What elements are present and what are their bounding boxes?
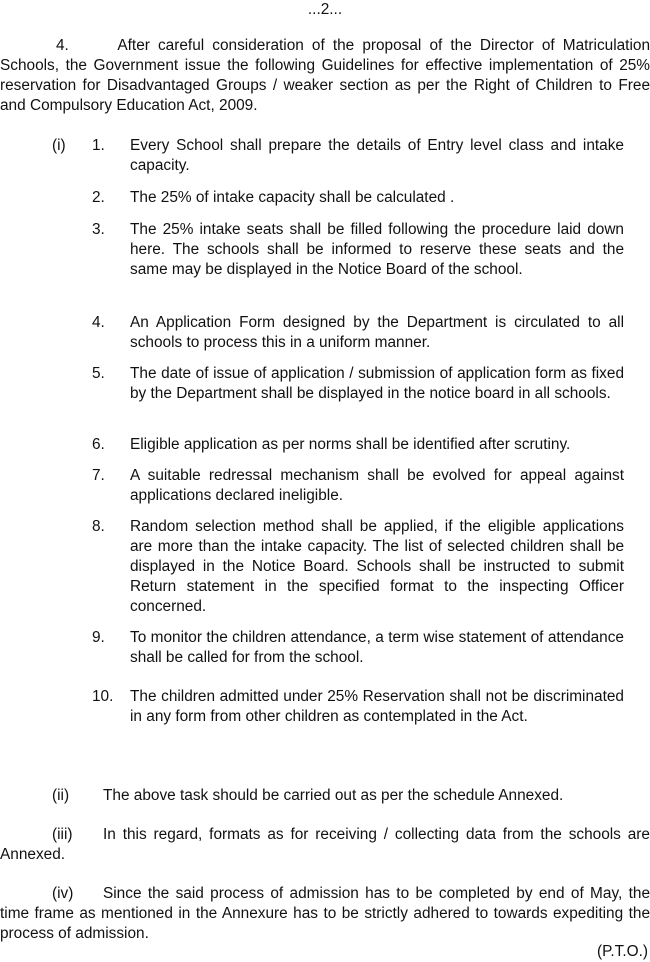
section-iii-text: In this regard, formats as for receiving / collecting data from the schools are Annexed.: [0, 826, 650, 863]
item-text: Random selection method shall be applied, if the eligible applications are more than the intake capacity. The list of selected children shall be displayed in the Notice Board. Schools shall be instructed to submit Return statement in the specified format to the inspecting Officer concerned.: [130, 518, 624, 615]
item-number: 1.: [92, 137, 105, 154]
page-number: ...2...: [307, 1, 343, 18]
item-number: 4.: [92, 314, 105, 331]
section-iv-label: (iv): [52, 885, 74, 902]
item-text: The children admitted under 25% Reservation shall not be discriminated in any form from other children as contemplated in the Act.: [130, 688, 624, 725]
section-ii-label: (ii): [52, 787, 70, 804]
item-text: An Application Form designed by the Department is circulated to all schools to process this in a uniform manner.: [130, 314, 624, 351]
item-number: 2.: [92, 189, 105, 206]
item-text: Eligible application as per norms shall be identified after scrutiny.: [130, 436, 571, 453]
item-number: 5.: [92, 365, 105, 382]
section-iv-text: Since the said process of admission has to be completed by end of May, the time frame as mentioned in the Annexure has to be strictly adhered to towards expediting the process of admission.: [0, 885, 650, 942]
section-ii-text: The above task should be carried out as per the schedule Annexed.: [103, 787, 564, 804]
section-iii-label: (iii): [52, 826, 73, 843]
item-number: 6.: [92, 436, 105, 453]
item-text: Every School shall prepare the details of Entry level class and intake capacity.: [130, 137, 624, 174]
item-text: A suitable redressal mechanism shall be evolved for appeal against applications declared ineligible.: [130, 467, 624, 504]
section-iii: [0, 825, 650, 865]
intro-paragraph: [0, 36, 650, 116]
item-text: To monitor the children attendance, a term wise statement of attendance shall be called for from the school.: [130, 629, 624, 666]
intro-number: 4.: [56, 37, 69, 54]
section-iv: [0, 884, 650, 944]
item-number: 8.: [92, 518, 105, 535]
item-number: 10.: [92, 688, 114, 705]
intro-text: After careful consideration of the proposal of the Director of Matriculation Schools, the Government issue the following Guidelines for effective implementation of 25% reservation for Disadvantaged Groups / weaker section as per the Right of Children to Free and Compulsory Education Act, 2009.: [0, 37, 650, 114]
item-number: 3.: [92, 221, 105, 238]
pto-note: (P.T.O.): [596, 943, 648, 960]
item-text: The 25% intake seats shall be filled following the procedure laid down here. The schools shall be informed to reserve these seats and the same may be displayed in the Notice Board of the school.: [130, 221, 624, 278]
item-number: 7.: [92, 467, 105, 484]
section-i-label: (i): [52, 137, 66, 154]
item-text: The date of issue of application / submission of application form as fixed by the Department shall be displayed in the notice board in all schools.: [130, 365, 624, 402]
item-text: The 25% of intake capacity shall be calculated .: [130, 189, 455, 206]
item-number: 9.: [92, 629, 105, 646]
